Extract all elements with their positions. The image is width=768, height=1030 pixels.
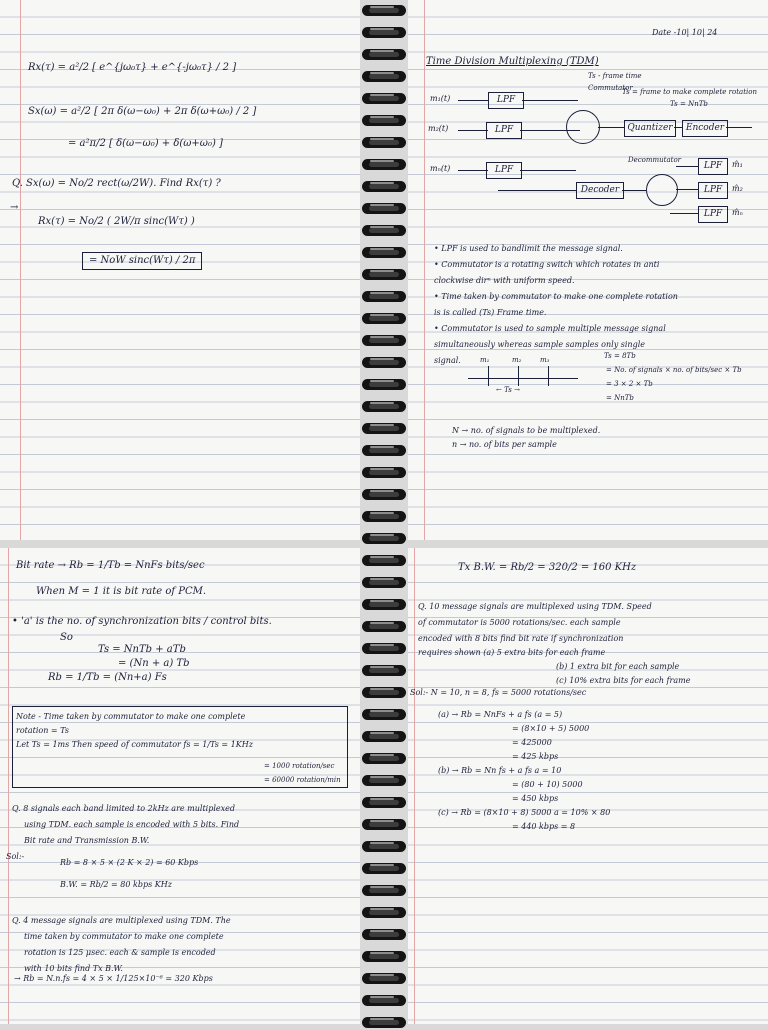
output-m2: m̂₂: [732, 184, 743, 193]
output-lpf-2: LPF: [698, 182, 728, 199]
spiral-coil: [360, 554, 408, 568]
q2-line-2: using TDM. each sample is encoded with 5 bits. Find: [24, 820, 240, 829]
bullet-2b: clockwise dirⁿ with uniform speed.: [434, 276, 575, 285]
bullet-4c: signal.: [434, 356, 461, 365]
page-date: Date -10| 10| 24: [652, 28, 718, 37]
part-a-4: = 425 kbps: [512, 752, 559, 761]
n-definition: N → no. of signals to be multiplexed.: [452, 426, 601, 435]
spiral-coil: [360, 862, 408, 876]
spiral-coil: [360, 268, 408, 282]
spiral-coil: [360, 136, 408, 150]
tx-bw: Tx B.W. = Rb/2 = 320/2 = 160 KHz: [458, 562, 637, 573]
frame-label-m2: m₂: [512, 356, 522, 364]
note-line-3: Let Ts = 1ms Then speed of commutator fs = 1/Ts = 1KHz: [16, 740, 253, 749]
spiral-coil: [360, 884, 408, 898]
notebook-page-top-right: [408, 0, 768, 540]
mn-label: mₙ(t): [430, 164, 451, 173]
spiral-coil: [360, 532, 408, 546]
frame-note-1: Ts = frame to make complete rotation: [622, 88, 757, 96]
q1-result: = NoW sinc(Wτ) / 2π: [82, 252, 202, 270]
q4-sol: Sol:- N = 10, n = 8, fs = 5000 rotations/sec: [410, 688, 587, 697]
spiral-coil: [360, 774, 408, 788]
bit-rate-formula: Bit rate → Rb = 1/Tb = NnFs bits/sec: [16, 560, 205, 571]
a-definition: • 'a' is the no. of synchronization bits / control bits.: [12, 616, 272, 627]
q1-step: Rx(τ) = No/2 ( 2W/π sinc(Wτ) ): [38, 216, 195, 227]
rb-eq: Rb = 1/Tb = (Nn+a) Fs: [48, 672, 167, 683]
ts-eq-2: = No. of signals × no. of bits/sec × Tb: [606, 366, 742, 374]
sx-definition: Sx(ω) = a²/2 [ 2π δ(ω−ω₀) + 2π δ(ω+ω₀) / 2 ]: [28, 106, 257, 117]
spiral-coil: [360, 26, 408, 40]
q4-line-1: Q. 10 message signals are multiplexed using TDM. Speed: [418, 602, 652, 611]
encoder-block: Encoder: [682, 120, 728, 137]
so-label: So: [60, 632, 73, 643]
spiral-coil: [360, 950, 408, 964]
bullet-2: • Commutator is a rotating switch which rotates in anti: [434, 260, 660, 269]
q3-line-3: rotation is 125 μsec. each & sample is encoded: [24, 948, 216, 957]
spiral-coil: [360, 752, 408, 766]
m2-label: m₂(t): [428, 124, 449, 133]
part-a-1: (a) → Rb = NnFs + a fs (a = 5): [438, 710, 563, 719]
spiral-coil: [360, 796, 408, 810]
spiral-coil: [360, 202, 408, 216]
spiral-coil: [360, 620, 408, 634]
spiral-coil: [360, 664, 408, 678]
q3-line-1: Q. 4 message signals are multiplexed using TDM. The: [12, 916, 231, 925]
spiral-coil: [360, 642, 408, 656]
arrow-step: →: [10, 202, 19, 213]
nn-definition: n → no. of bits per sample: [452, 440, 557, 449]
decoder-block: Decoder: [576, 182, 624, 199]
spiral-coil: [360, 422, 408, 436]
note-line-4: = 1000 rotation/sec: [264, 762, 335, 770]
part-c-1: (c) → Rb = (8×10 + 8) 5000 a = 10% × 80: [438, 808, 611, 817]
part-b-2: = (80 + 10) 5000: [512, 780, 583, 789]
part-a-3: = 425000: [512, 738, 552, 747]
ts-eq-4: = NnTb: [606, 394, 634, 402]
spiral-coil: [360, 224, 408, 238]
ts-eq-1: Ts = 8Tb: [604, 352, 636, 360]
spiral-coil: [360, 378, 408, 392]
spiral-coil: [360, 70, 408, 84]
bullet-3: • Time taken by commutator to make one complete rotation: [434, 292, 678, 301]
rx-definition: Rx(τ) = a²/2 [ e^{jω₀τ} + e^{-jω₀τ} / 2 ]: [28, 62, 237, 73]
q4-line-6: (c) 10% extra bits for each frame: [556, 676, 691, 685]
sol-label: Sol:-: [6, 852, 25, 861]
note-line-2: rotation = Ts: [16, 726, 70, 735]
frame-label-m3: m₃: [540, 356, 550, 364]
q4-line-5: (b) 1 extra bit for each sample: [556, 662, 680, 671]
ts-eq: Ts = NnTb + aTb: [98, 644, 186, 655]
ts-eq-3: = 3 × 2 × Tb: [606, 380, 653, 388]
q3-line-5: → Rb = N.n.fs = 4 × 5 × 1/125×10⁻⁶ = 320 Kbps: [14, 974, 213, 983]
m1-label: m₁(t): [430, 94, 451, 103]
quantizer-block: Quantizer: [624, 120, 676, 137]
notebook-page-bottom-right: [408, 548, 768, 1024]
when-m1-note: When M = 1 it is bit rate of PCM.: [36, 586, 207, 597]
spiral-coil: [360, 906, 408, 920]
q2-line-1: Q. 8 signals each band limited to 2kHz are multiplexed: [12, 804, 236, 813]
question-1: Q. Sx(ω) = No/2 rect(ω/2W). Find Rx(τ) ?: [12, 178, 221, 189]
spiral-coil: [360, 972, 408, 986]
bullet-4: • Commutator is used to sample multiple message signal: [434, 324, 666, 333]
q4-line-3: encoded with 8 bits find bit rate if synchronization: [418, 634, 624, 643]
spiral-coil: [360, 180, 408, 194]
output-lpf-n: LPF: [698, 206, 728, 223]
spiral-coil: [360, 466, 408, 480]
part-b-1: (b) → Rb = Nn fs + a fs a = 10: [438, 766, 562, 775]
part-c-2: = 440 kbps = 8: [512, 822, 576, 831]
note-line-5: = 60000 rotation/min: [264, 776, 341, 784]
spiral-binding: [360, 0, 408, 1024]
frame-time-note: Ts - frame time: [588, 72, 642, 80]
spiral-coil: [360, 290, 408, 304]
q2-bw: B.W. = Rb/2 = 80 kbps KHz: [60, 880, 172, 889]
q4-line-2: of commutator is 5000 rotations/sec. each sample: [418, 618, 621, 627]
decommutator-label: Decommutator: [628, 156, 682, 164]
part-a-2: = (8×10 + 5) 5000: [512, 724, 590, 733]
spiral-coil: [360, 510, 408, 524]
spiral-coil: [360, 48, 408, 62]
bullet-3b: is is called (Ts) Frame time.: [434, 308, 547, 317]
q3-line-2: time taken by commutator to make one complete: [24, 932, 224, 941]
spiral-coil: [360, 92, 408, 106]
decommutator-switch: [646, 174, 678, 206]
bullet-4b: simultaneously whereas sample samples only single: [434, 340, 645, 349]
frame-note-2: Ts = NnTb: [670, 100, 708, 108]
spiral-coil: [360, 488, 408, 502]
spiral-coil: [360, 730, 408, 744]
q2-line-3: Bit rate and Transmission B.W.: [24, 836, 150, 845]
commutator-switch: [566, 110, 600, 144]
bullet-1: • LPF is used to bandlimit the message signal.: [434, 244, 623, 253]
output-mn: m̂ₙ: [732, 208, 743, 217]
spiral-coil: [360, 994, 408, 1008]
spiral-coil: [360, 576, 408, 590]
spiral-coil: [360, 158, 408, 172]
q3-line-4: with 10 bits find Tx B.W.: [24, 964, 123, 973]
notebook-page-top-left: [0, 0, 360, 540]
spiral-coil: [360, 4, 408, 18]
spiral-coil: [360, 114, 408, 128]
spiral-coil: [360, 400, 408, 414]
lpf-block-1: LPF: [488, 92, 524, 109]
output-m1: m̂₁: [732, 160, 743, 169]
ts-eq-2: = (Nn + a) Tb: [118, 658, 190, 669]
notebook-page-bottom-left: [0, 548, 360, 1024]
spiral-coil: [360, 356, 408, 370]
spiral-coil: [360, 444, 408, 458]
spiral-coil: [360, 708, 408, 722]
spiral-coil: [360, 686, 408, 700]
q2-rb: Rb = 8 × 5 × (2 K × 2) = 60 Kbps: [60, 858, 199, 867]
sx-definition-result: = a²π/2 [ δ(ω−ω₀) + δ(ω+ω₀) ]: [68, 138, 223, 149]
commutator-label: Commutator: [588, 84, 633, 92]
spiral-coil: [360, 246, 408, 260]
output-lpf-1: LPF: [698, 158, 728, 175]
spiral-coil: [360, 334, 408, 348]
q4-line-4: requires shown (a) 5 extra bits for each frame: [418, 648, 606, 657]
frame-label-m1: m₁: [480, 356, 490, 364]
lpf-block-2: LPF: [486, 122, 522, 139]
spiral-coil: [360, 928, 408, 942]
spiral-coil: [360, 840, 408, 854]
spiral-coil: [360, 312, 408, 326]
frame-ts-span: ← Ts →: [496, 386, 520, 394]
lpf-block-n: LPF: [486, 162, 522, 179]
part-b-3: = 450 kbps: [512, 794, 559, 803]
note-line-1: Note - Time taken by commutator to make one complete: [16, 712, 246, 721]
spiral-coil: [360, 1016, 408, 1030]
spiral-coil: [360, 818, 408, 832]
spiral-coil: [360, 598, 408, 612]
tdm-title: Time Division Multiplexing (TDM): [426, 56, 599, 67]
